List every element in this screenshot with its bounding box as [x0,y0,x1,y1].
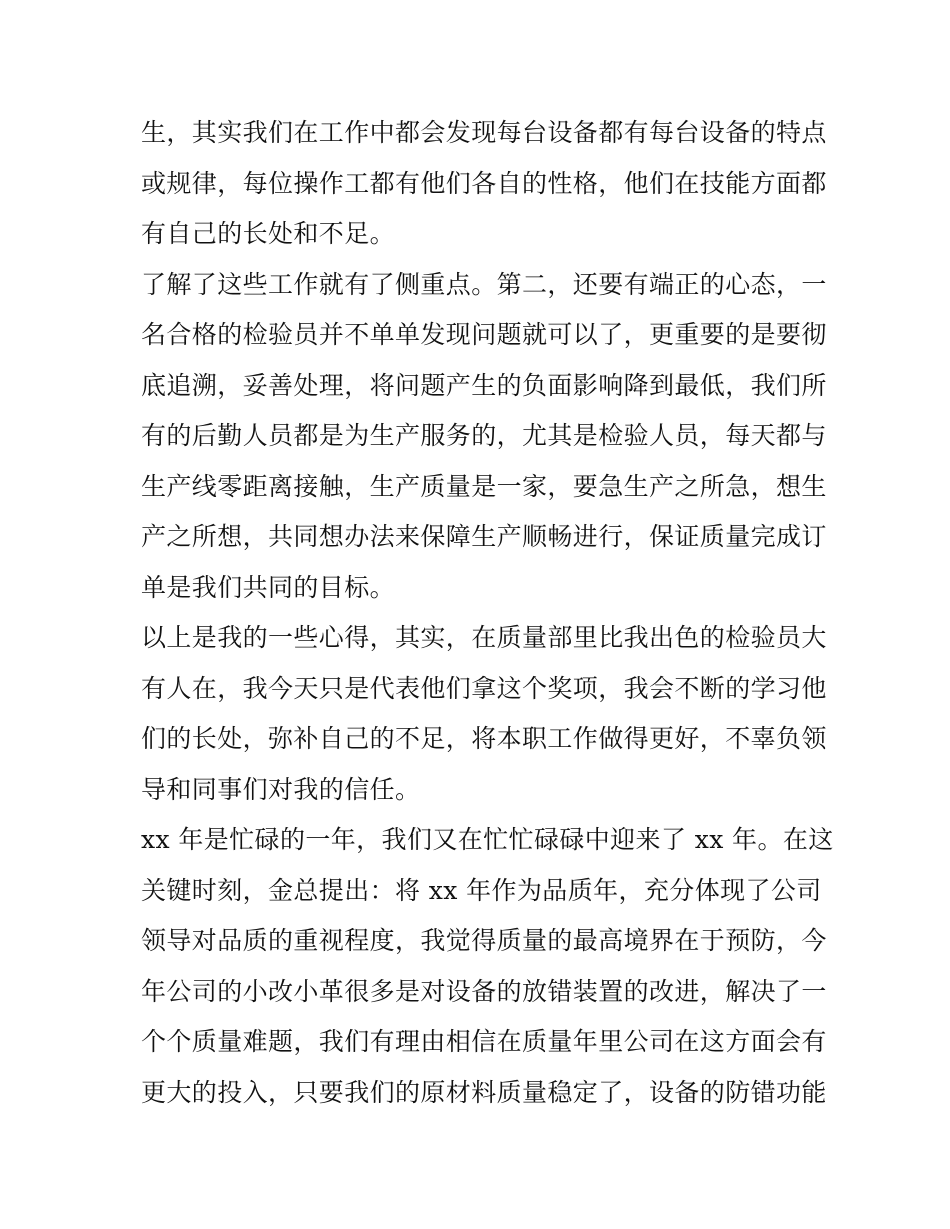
text-line: 更大的投入，只要我们的原材料质量稳定了，设备的防错功能 [141,1077,827,1107]
text-line: 有人在，我今天只是代表他们拿这个奖项，我会不断的学习他 [141,673,827,703]
text-line: 名合格的检验员并不单单发现问题就可以了，更重要的是要彻 [141,320,827,349]
text-line: 或规律，每位操作工都有他们各自的性格，他们在技能方面都 [141,168,827,198]
text-line: 单是我们共同的目标。 [141,572,396,602]
text-line: 生产线零距离接触，生产质量是一家，要急生产之所急，想生 [141,471,827,501]
text-line: xx 年是忙碌的一年，我们又在忙忙碌碌中迎来了 xx 年。在这 [141,825,834,854]
text-line: 有自己的长处和不足。 [141,219,396,248]
text-line: 产之所想，共同想办法来保障生产顺畅进行，保证质量完成订 [141,522,827,551]
text-line: 们的长处，弥补自己的不足，将本职工作做得更好，不辜负领 [141,724,827,753]
text-line: 了解了这些工作就有了侧重点。第二，还要有端正的心态，一 [141,269,827,299]
text-line: 生，其实我们在工作中都会发现每台设备都有每台设备的特点 [141,118,827,147]
text-line: 以上是我的一些心得，其实，在质量部里比我出色的检验员大 [141,623,827,652]
text-line: 底追溯，妥善处理，将问题产生的负面影响降到最低，我们所 [141,370,827,400]
text-line: 个个质量难题，我们有理由相信在质量年里公司在这方面会有 [141,1027,827,1056]
text-line: 年公司的小改小革很多是对设备的放错装置的改进，解决了一 [141,976,827,1006]
text-line: 有的后勤人员都是为生产服务的，尤其是检验人员，每天都与 [141,421,827,450]
text-line: 关键时刻，金总提出：将 xx 年作为品质年，充分体现了公司 [141,875,822,905]
text-line: 导和同事们对我的信任。 [141,774,421,804]
body-text [141,108,834,1118]
text-line: 领导对品质的重视程度，我觉得质量的最高境界在于预防，今 [141,926,827,955]
